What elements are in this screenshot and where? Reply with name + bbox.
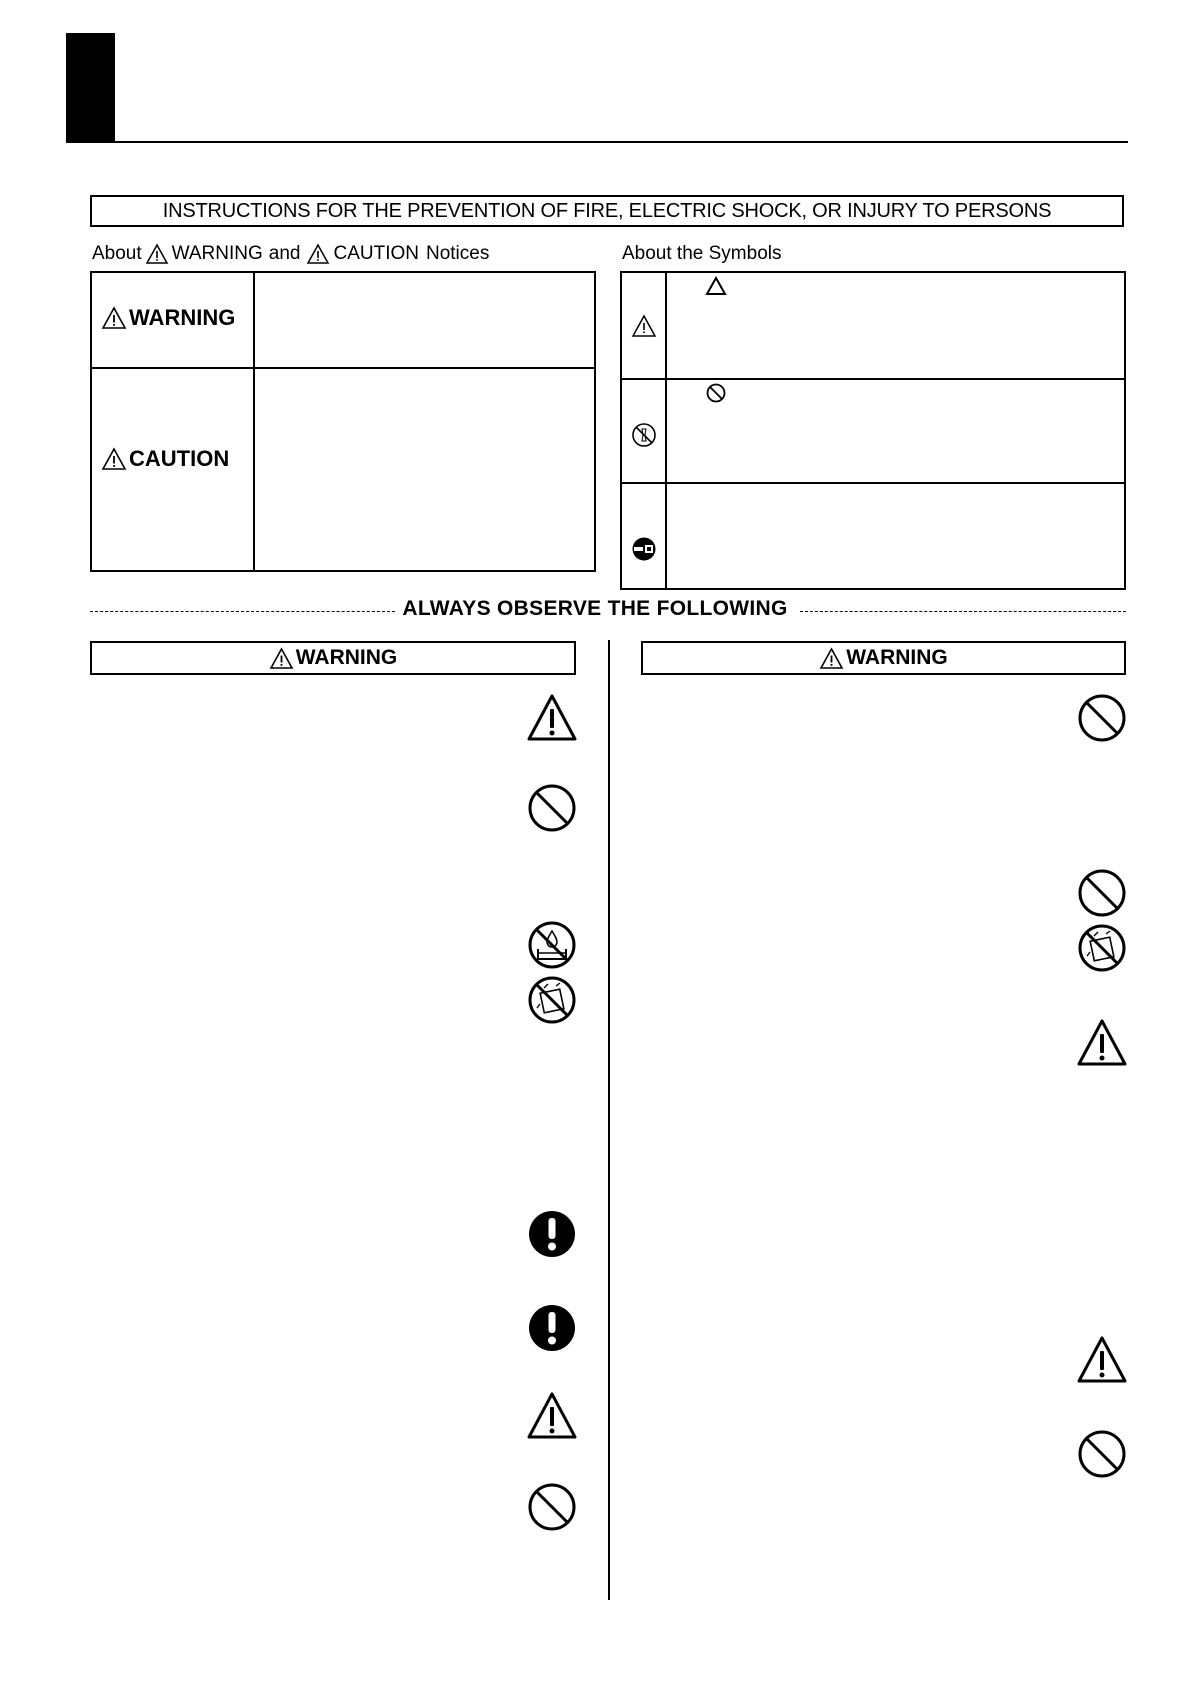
warning-triangle-icon <box>101 306 127 330</box>
prohibited-icon <box>706 383 726 403</box>
dashed-divider-left <box>90 611 395 612</box>
prohibited-icon <box>526 1481 578 1533</box>
triangle-outline-icon <box>705 276 727 296</box>
caution-triangle-icon <box>631 313 657 339</box>
right-warning-header: WARNING <box>641 641 1126 675</box>
symbols-heading <box>622 243 781 265</box>
notices-heading-and: and <box>268 243 301 264</box>
prohibited-icon <box>1076 867 1128 919</box>
notices-heading-caution: CAUTION <box>333 243 419 264</box>
symbols-heading-text: About the Symbols <box>622 243 782 264</box>
prohibited-icon <box>1076 692 1128 744</box>
caution-triangle-icon <box>1076 1334 1128 1386</box>
prohibited-icon <box>526 782 578 834</box>
no-disassembly-icon <box>526 974 578 1026</box>
left-warning-header: WARNING <box>90 641 576 675</box>
observe-title: ALWAYS OBSERVE THE FOLLOWING <box>402 597 788 620</box>
prohibited-icon <box>1076 1428 1128 1480</box>
unplug-icon <box>631 536 657 562</box>
no-disassembly-icon <box>631 422 657 448</box>
notices-heading-notices: Notices <box>425 243 490 264</box>
notice-warning-label: WARNING <box>101 305 235 331</box>
chapter-tab <box>66 33 115 143</box>
page-title: INSTRUCTIONS FOR THE PREVENTION OF FIRE, ELECTRIC SHOCK, OR INJURY TO PERSONS <box>162 199 1052 222</box>
notices-heading-warning: WARNING <box>171 243 263 264</box>
caution-triangle-icon <box>526 1390 578 1442</box>
notices-heading-about: About <box>92 243 142 264</box>
caution-triangle-icon <box>306 243 330 265</box>
notice-caution-label: CAUTION <box>101 446 229 472</box>
caution-triangle-icon <box>101 447 127 471</box>
column-divider <box>608 640 610 1600</box>
page-title-box <box>90 195 1124 227</box>
mandatory-icon <box>526 1208 578 1260</box>
no-disassembly-icon <box>1076 922 1128 974</box>
warning-triangle-icon <box>269 647 294 670</box>
notices-heading <box>92 243 489 265</box>
no-water-icon <box>526 919 578 971</box>
caution-triangle-icon <box>1076 1017 1128 1069</box>
header-rule <box>66 141 1128 143</box>
symbols-table <box>620 271 1126 590</box>
mandatory-icon <box>526 1302 578 1354</box>
warning-triangle-icon <box>145 243 169 265</box>
dashed-divider-right <box>800 611 1126 612</box>
warning-triangle-icon <box>819 647 844 670</box>
caution-triangle-icon <box>526 692 578 744</box>
notice-table <box>90 271 596 572</box>
